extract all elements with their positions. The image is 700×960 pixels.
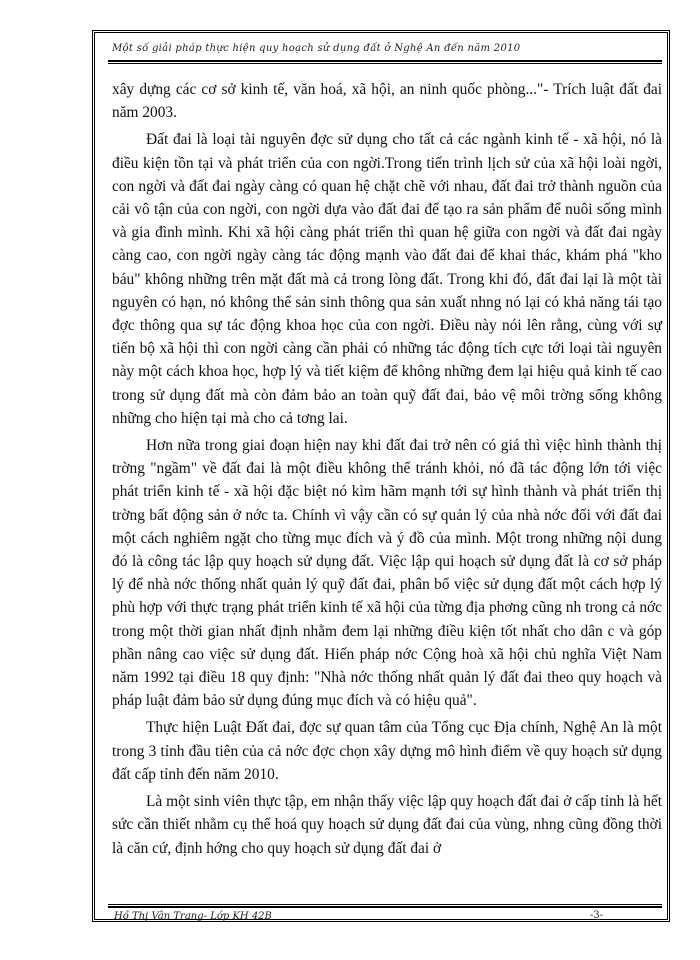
- paragraph: Hơn nữa trong giai đoạn hiện nay khi đất đai trở nên có giá thì việc hình thành thị trờng "ngầm" về đất đai là một điều không thể tránh khỏi, nó đã tác động lớn tới việc phát triển kinh tế - xã hội đặc biệt nó kìm hãm mạnh tới sự hình thành và phát triển thị trờng bất động sản ở nớc ta. Chính vì vậy cần có sự quản lý của nhà nớc đối với đất đai một cách nghiêm ngặt cho từng mục đích và ý đồ của mình. Một trong những nội dung đó là công tác lập quy hoạch sử dụng đất. Việc lập qui hoạch sử dụng đất là cơ sở pháp lý để nhà nớc thống nhất quản lý quỹ đất đai, phân bổ việc sử dụng đất một cách hợp lý phù hợp với thực trạng phát triển kinh tế xã hội của từng địa phơng cũng nh trong cả nớc trong một thời gian nhất định nhằm đem lại những điều kiện tốt nhất cho dân c và góp phần nâng cao việc sử dụng đất. Hiến pháp nớc Cộng hoà xã hội chủ nghĩa Việt Nam năm 1992 tại điều 18 quy định: "Nhà nớc thống nhất quản lý đất đai theo quy hoạch và pháp luật đảm bảo sử dụng đúng mục đích và có hiệu quả".: [112, 437, 662, 710]
- header-rule: [108, 60, 662, 64]
- paragraph: Là một sinh viên thực tập, em nhận thấy việc lập quy hoạch đất đai ở cấp tỉnh là hết sức cần thiết nhằm cụ thể hoá quy hoạch sử dụng đất đai của vùng, nhng cũng đồng thời là căn cứ, định hớng cho quy hoạch sử dụng đất đai ở: [112, 793, 662, 857]
- paragraph: Thực hiện Luật Đất đai, đợc sự quan tâm của Tổng cục Địa chính, Nghệ An là một trong 3 tỉnh đầu tiên của cả nớc đợc chọn xây dựng mô hình điểm về quy hoạch sử dụng đất cấp tỉnh đến năm 2010.: [112, 719, 662, 783]
- body-text: [112, 78, 662, 864]
- page-number: -3-: [590, 910, 604, 921]
- paragraph: Đất đai là loại tài nguyên đợc sử dụng cho tất cả các ngành kinh tế - xã hội, nó là điều kiện tồn tại và phát triển của con ngời.Trong tiến trình lịch sử của xã hội loài ngời, con ngời và đất đai ngày càng có quan hệ chặt chẽ với nhau, đất đai trở thành nguồn của cải vô tận của con ngời, con ngời dựa vào đất đai để tạo ra sản phẩm để nuôi sống mình và gia đình mình. Khi xã hội càng phát triển thì quan hệ giữa con ngời và đất đai ngày càng cao, con ngời ngày càng tác động mạnh vào đất đai để khai thác, khám phá "kho báu" không những trên mặt đất mà cả trong lòng đất. Trong khi đó, đất đai lại là một tài nguyên có hạn, nó không thể sản sinh thông qua sản xuất nhng nó lại có khả năng tái tạo đợc thông qua sự tác động khoa học của con ngời. Điều này nói lên rằng, cùng với sự tiến bộ xã hội thì con ngời càng cần phải có những tác động tích cực tới loại tài nguyên này một cách khoa học, hợp lý và tiết kiệm để không những đem lại hiệu quả kinh tế cao trong sử dụng đất mà còn đảm bảo an toàn quỹ đất đai, bảo vệ môi trờng sống không những cho hiện tại mà cho cả tơng lai.: [112, 131, 662, 427]
- footer-author: Hồ Thị Vân Trang- Lớp KH 42B: [114, 911, 272, 922]
- running-header: Một số giải pháp thực hiện quy hoạch sử dụng đất ở Nghệ An đến năm 2010: [112, 43, 521, 54]
- paragraph-continuation: xây dựng các cơ sở kinh tế, văn hoá, xã hội, an ninh quốc phòng..."- Trích luật đất đai năm 2003.: [112, 81, 662, 122]
- footer-rule: [108, 904, 662, 908]
